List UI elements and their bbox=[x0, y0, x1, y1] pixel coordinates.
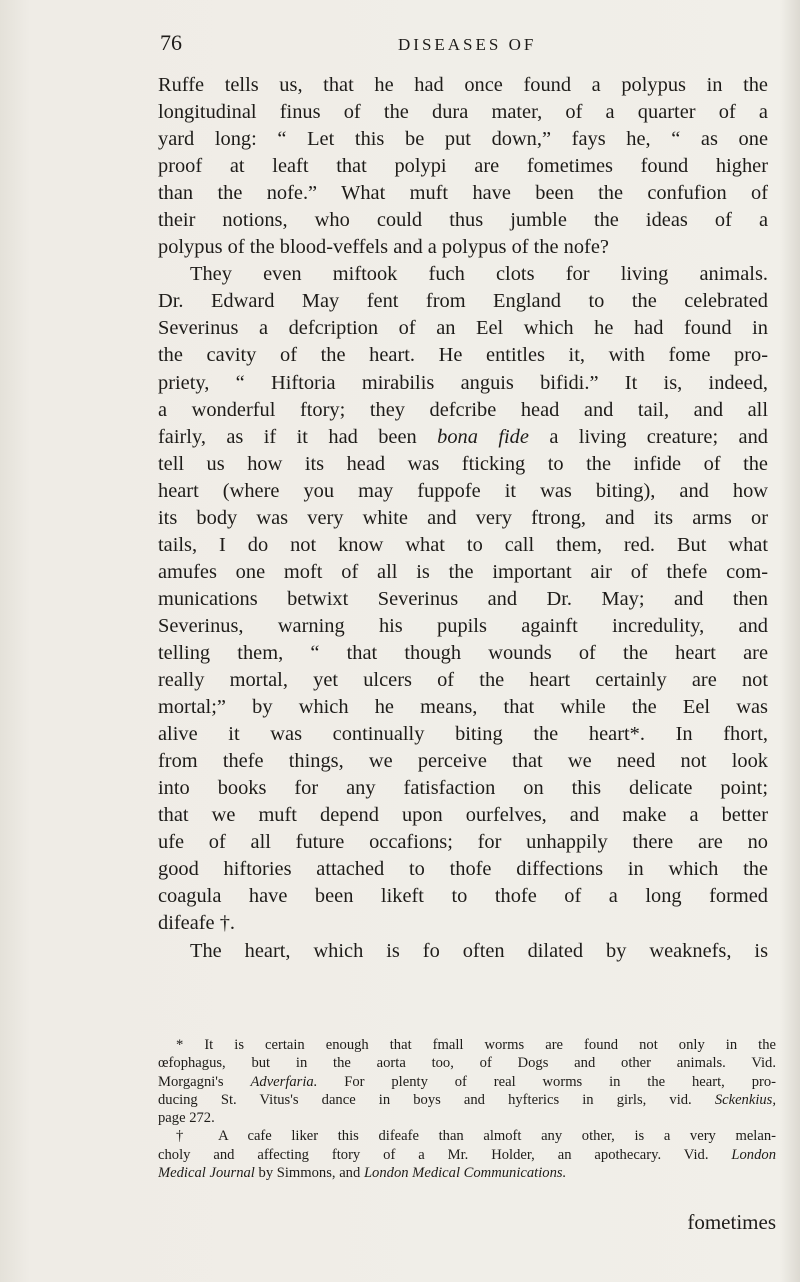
text-line: priety, “ Hiftoria mirabilis anguis bifidi.” It is, indeed, bbox=[158, 371, 768, 394]
text-line: mortal;” by which he means, that while the Eel was bbox=[158, 696, 768, 719]
text-line: yard long: “ Let this be put down,” fays he, “ as one bbox=[158, 128, 768, 151]
text-line: They even miftook fuch clots for living animals. bbox=[190, 263, 768, 286]
italic-text: Medical Journal bbox=[158, 1165, 255, 1182]
text-line: really mortal, yet ulcers of the heart certainly are not bbox=[158, 669, 768, 692]
text-line: its body was very white and very ftrong, and its arms or bbox=[158, 506, 768, 529]
text-line: polypus of the blood-veffels and a polypus of the nofe? bbox=[158, 236, 609, 259]
body-text bbox=[158, 72, 768, 965]
text-line: amufes one moft of all is the important air of thefe com- bbox=[158, 560, 768, 583]
italic-text: Sckenkius, bbox=[714, 1091, 776, 1108]
text-line: longitudinal finus of the dura mater, of a quarter of a bbox=[158, 101, 768, 124]
text-line: from thefe things, we perceive that we need not look bbox=[158, 750, 768, 773]
text-line: The heart, which is fo often dilated by weaknefs, is bbox=[190, 939, 768, 962]
footnote-line: choly and affecting ftory of a Mr. Holder, an apothecary. Vid. London bbox=[158, 1146, 776, 1163]
text-line: tell us how its head was fticking to the infide of the bbox=[158, 452, 768, 475]
text-line: a wonderful ftory; they defcribe head and tail, and all bbox=[158, 398, 768, 421]
italic-text: Adverfaria. bbox=[250, 1073, 318, 1090]
text-line: ufe of all future occafions; for unhappily there are no bbox=[158, 831, 768, 854]
footnote-line: Medical Journal by Simmons, and London Medical Communications. bbox=[158, 1165, 567, 1182]
text-line: telling them, “ that though wounds of the heart are bbox=[158, 641, 768, 664]
text-line: alive it was continually biting the heart*. In fhort, bbox=[158, 723, 768, 746]
italic-text: bona fide bbox=[437, 425, 529, 448]
text-line: into books for any fatisfaction on this delicate point; bbox=[158, 777, 768, 800]
footnote-line: Morgagni's Adverfaria. For plenty of real worms in the heart, pro- bbox=[158, 1073, 776, 1090]
text-line: tails, I do not know what to call them, red. But what bbox=[158, 533, 768, 556]
text-line: Severinus, warning his pupils againft incredulity, and bbox=[158, 614, 768, 637]
footnotes bbox=[158, 1036, 776, 1182]
text-line: that we muft depend upon ourfelves, and make a better bbox=[158, 804, 768, 827]
footnote-line: page 272. bbox=[158, 1110, 215, 1127]
text-line: munications betwixt Severinus and Dr. May; and then bbox=[158, 587, 768, 610]
text-line: Ruffe tells us, that he had once found a polypus in the bbox=[158, 74, 768, 96]
text-line: Dr. Edward May fent from England to the celebrated bbox=[158, 290, 768, 313]
footnote-line: † A cafe liker this difeafe than almoft any other, is a very melan- bbox=[176, 1128, 776, 1145]
text-line: coagula have been likeft to thofe of a long formed bbox=[158, 885, 768, 908]
catchword: fometimes bbox=[687, 1210, 776, 1234]
text-line: their notions, who could thus jumble the ideas of a bbox=[158, 209, 768, 232]
italic-text: London bbox=[731, 1146, 776, 1163]
running-head bbox=[160, 30, 770, 64]
footnote-line: ducing St. Vitus's dance in boys and hyfterics in girls, vid. Sckenkius, bbox=[158, 1091, 776, 1108]
text-line: the cavity of the heart. He entitles it, with fome pro- bbox=[158, 344, 768, 367]
page-number: 76 bbox=[160, 30, 182, 55]
text-line: than the nofe.” What muft have been the confufion of bbox=[158, 182, 768, 205]
footnote-line: * It is certain enough that fmall worms are found not only in the bbox=[176, 1037, 776, 1053]
text-line: proof at leaft that polypi are fometimes found higher bbox=[158, 155, 768, 178]
text-line: fairly, as if it had been bona fide a living creature; and bbox=[158, 425, 768, 448]
footnote-line: œfophagus, but in the aorta too, of Dogs and other animals. Vid. bbox=[158, 1055, 776, 1072]
running-title: DISEASES OF bbox=[398, 35, 537, 54]
text-line: difeafe †. bbox=[158, 912, 235, 935]
text-line: Severinus a defcription of an Eel which he had found in bbox=[158, 317, 768, 340]
text-line: good hiftories attached to thofe diffections in which the bbox=[158, 858, 768, 881]
italic-text: London Medical Communications. bbox=[363, 1165, 567, 1182]
text-line: heart (where you may fuppofe it was biting), and how bbox=[158, 479, 768, 502]
